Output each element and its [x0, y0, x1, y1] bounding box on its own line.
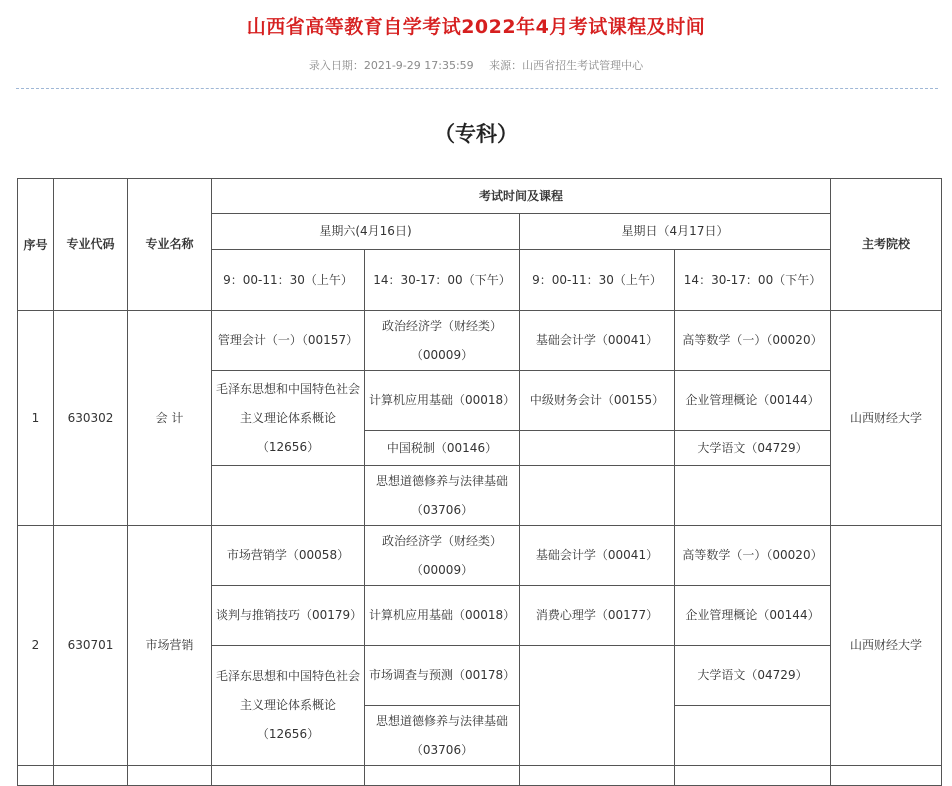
- row-code: 630302: [54, 311, 128, 526]
- section-heading: （专科）: [434, 122, 518, 146]
- course-cell: 高等数学（一）（00020）: [675, 311, 831, 371]
- row-seq: 2: [18, 526, 54, 766]
- course-cell: 政治经济学（财经类）（00009）: [365, 526, 520, 586]
- table-cutoff: [54, 766, 128, 786]
- row-school: 山西财经大学: [831, 311, 942, 526]
- course-cell: 计算机应用基础（00018）: [365, 586, 520, 646]
- header-name: 专业名称: [128, 179, 212, 311]
- course-cell: 消费心理学（00177）: [520, 586, 675, 646]
- course-cell: 思想道德修养与法律基础（03706）: [365, 706, 520, 766]
- header-sun-pm: 14：30-17：00（下午）: [675, 250, 831, 311]
- course-cell: 计算机应用基础（00018）: [365, 371, 520, 431]
- course-cell: 市场调查与预测（00178）: [365, 646, 520, 706]
- header-code: 专业代码: [54, 179, 128, 311]
- table-cutoff: [212, 766, 365, 786]
- course-cell: 大学语文（04729）: [675, 431, 831, 466]
- course-cell: 中级财务会计（00155）: [520, 371, 675, 431]
- table-cutoff: [128, 766, 212, 786]
- course-cell: 市场营销学（00058）: [212, 526, 365, 586]
- dashed-divider: [16, 88, 938, 89]
- row-name: 市场营销: [128, 526, 212, 766]
- source: 来源：山西省招生考试管理中心: [489, 59, 644, 72]
- course-cell: 基础会计学（00041）: [520, 311, 675, 371]
- course-cell-empty: [520, 466, 675, 526]
- row-name: 会 计: [128, 311, 212, 526]
- course-cell: 高等数学（一）（00020）: [675, 526, 831, 586]
- course-cell: 大学语文（04729）: [675, 646, 831, 706]
- course-cell-empty: [675, 466, 831, 526]
- course-cell: 中国税制（00146）: [365, 431, 520, 466]
- course-cell: 谈判与推销技巧（00179）: [212, 586, 365, 646]
- row-seq: 1: [18, 311, 54, 526]
- course-cell-empty: [520, 431, 675, 466]
- table-cutoff: [365, 766, 520, 786]
- header-sun-am: 9：00-11：30（上午）: [520, 250, 675, 311]
- meta-line: [0, 57, 952, 73]
- page-title: 山西省高等教育自学考试2022年4月考试课程及时间: [246, 16, 706, 38]
- course-cell: 管理会计（一）（00157）: [212, 311, 365, 371]
- course-cell-empty: [520, 646, 675, 766]
- course-cell: 毛泽东思想和中国特色社会主义理论体系概论（12656）: [212, 646, 365, 766]
- course-cell-empty: [675, 706, 831, 766]
- header-seq: 序号: [18, 179, 54, 311]
- table-cutoff: [831, 766, 942, 786]
- course-cell: 基础会计学（00041）: [520, 526, 675, 586]
- course-cell: 企业管理概论（00144）: [675, 586, 831, 646]
- schedule-table: [17, 178, 942, 786]
- header-sat-am: 9：00-11：30（上午）: [212, 250, 365, 311]
- row-code: 630701: [54, 526, 128, 766]
- header-exam: 考试时间及课程: [212, 179, 831, 214]
- header-saturday: 星期六(4月16日): [212, 214, 520, 250]
- header-sat-pm: 14：30-17：00（下午）: [365, 250, 520, 311]
- course-cell: 毛泽东思想和中国特色社会主义理论体系概论（12656）: [212, 371, 365, 466]
- table-cutoff: [18, 766, 54, 786]
- table-cutoff: [520, 766, 675, 786]
- course-cell: 政治经济学（财经类）（00009）: [365, 311, 520, 371]
- row-school: 山西财经大学: [831, 526, 942, 766]
- course-cell: 企业管理概论（00144）: [675, 371, 831, 431]
- course-cell-empty: [212, 466, 365, 526]
- header-sunday: 星期日（4月17日）: [520, 214, 831, 250]
- entry-date: 录入日期：2021-9-29 17:35:59: [308, 59, 474, 72]
- header-school: 主考院校: [831, 179, 942, 311]
- course-cell: 思想道德修养与法律基础（03706）: [365, 466, 520, 526]
- table-cutoff: [675, 766, 831, 786]
